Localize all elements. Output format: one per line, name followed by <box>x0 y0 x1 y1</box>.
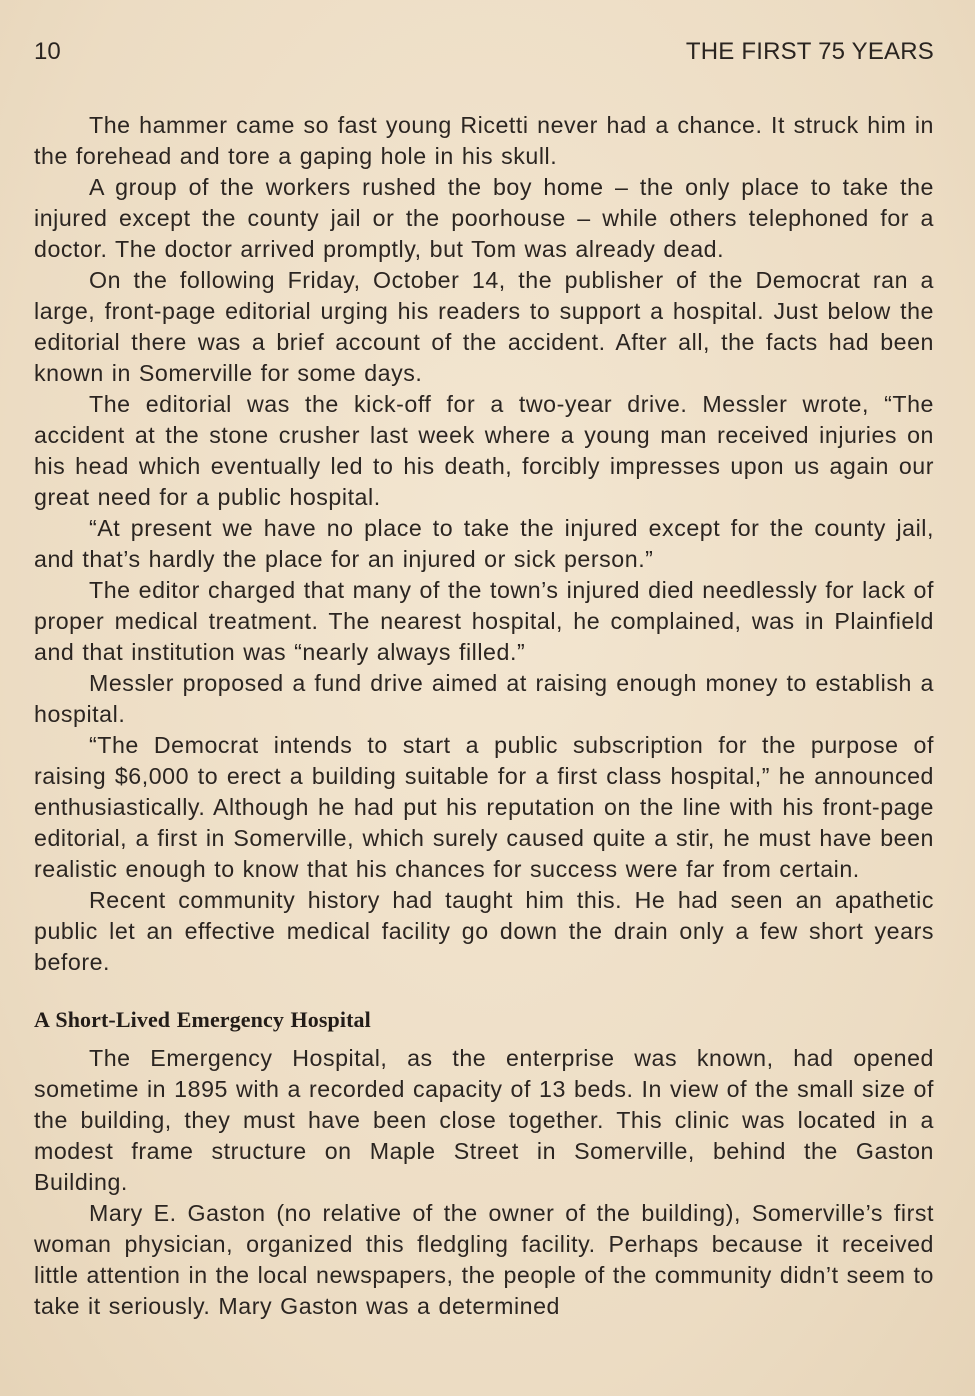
body-text <box>34 110 934 1322</box>
paragraph: Messler proposed a fund drive aimed at raising enough money to establish a hospital. <box>34 670 934 727</box>
paragraph: The hammer came so fast young Ricetti never had a chance. It struck him in the forehead and tore a gaping hole in his skull. <box>34 112 934 169</box>
book-title: THE FIRST 75 YEARS <box>685 38 934 65</box>
paragraph: On the following Friday, October 14, the publisher of the Democrat ran a large, front-page editorial urging his readers to support a hospital. Just below the editorial there was a brief account of the accident. After all, the facts had been known in Somerville for some days. <box>34 267 934 386</box>
paragraph: The editorial was the kick-off for a two-year drive. Messler wrote, “The accident at the stone crusher last week where a young man received injuries on his head which eventually led to his death, forcibly impresses upon us again our great need for a public hospital. <box>34 391 934 510</box>
paragraph: “The Democrat intends to start a public subscription for the purpose of raising $6,000 to erect a building suitable for a first class hospital,” he announced enthusiastically. Although he had put his reputation on the line with his front-page editorial, a first in Somerville, which surely caused quite a stir, he must have been realistic enough to know that his chances for success were far from certain. <box>34 732 934 882</box>
paragraph: Recent community history had taught him this. He had seen an apathetic public let an effective medical facility go down the drain only a few short years before. <box>34 887 934 975</box>
paragraph: The Emergency Hospital, as the enterprise was known, had opened sometime in 1895 with a recorded capacity of 13 beds. In view of the small size of the building, they must have been close together. This clinic was located in a modest frame structure on Maple Street in Somerville, behind the Gaston Building. <box>34 1045 934 1195</box>
paragraph: Mary E. Gaston (no relative of the owner of the building), Somerville’s first woman physician, organized this fledgling facility. Perhaps because it received little attention in the local newspapers, the people of the community didn’t seem to take it seriously. Mary Gaston was a determined <box>34 1200 934 1319</box>
paragraph: “At present we have no place to take the injured except for the county jail, and that’s hardly the place for an injured or sick person.” <box>34 515 934 572</box>
section-heading: A Short-Lived Emergency Hospital <box>34 1007 371 1032</box>
paragraph: A group of the workers rushed the boy home – the only place to take the injured except the county jail or the poorhouse – while others telephoned for a doctor. The doctor arrived promptly, but Tom was already dead. <box>34 174 934 262</box>
book-page <box>34 38 934 1322</box>
page-number: 10 <box>34 38 61 65</box>
running-head <box>34 38 934 66</box>
paragraph: The editor charged that many of the town’s injured died needlessly for lack of proper medical treatment. The nearest hospital, he complained, was in Plainfield and that institution was “nearly always filled.” <box>34 577 934 665</box>
